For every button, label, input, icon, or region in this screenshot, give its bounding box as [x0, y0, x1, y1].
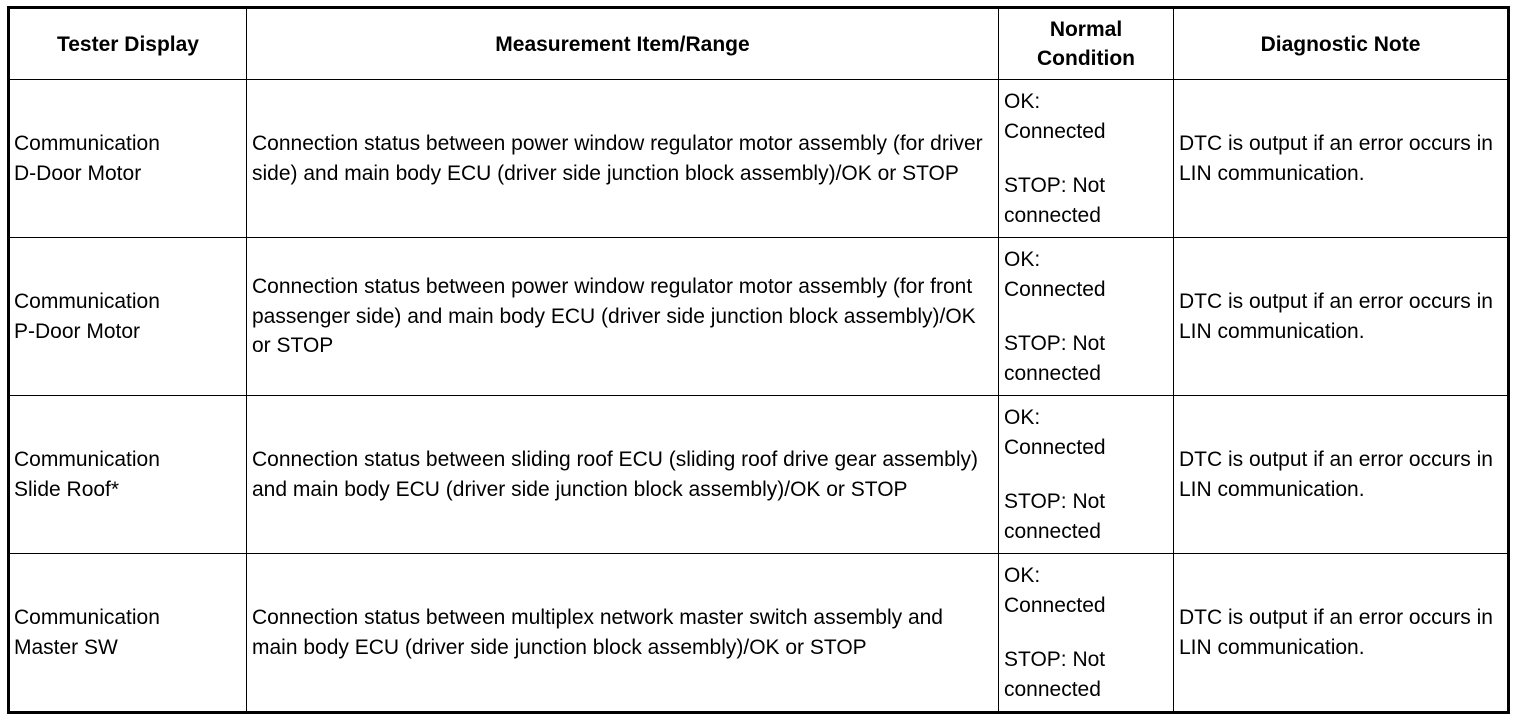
tester-display-line2: Master SW: [14, 635, 118, 659]
normal-ok-line1: OK:: [1004, 248, 1041, 271]
normal-stop-line2: connected: [1004, 361, 1101, 385]
table-row: [9, 80, 1509, 238]
tester-display-line2: P-Door Motor: [14, 319, 141, 343]
normal-stop-line1: STOP: Not: [1004, 648, 1106, 671]
normal-ok-line2: Connected: [1004, 435, 1106, 459]
diagnostic-note-cell: DTC is output if an error occurs in LIN communication.: [1174, 554, 1509, 713]
diagnostic-note-cell: DTC is output if an error occurs in LIN communication.: [1174, 238, 1509, 396]
tester-display-cell: [9, 238, 247, 396]
normal-ok-line1: OK:: [1004, 564, 1041, 587]
tester-display-line2: Slide Roof*: [14, 477, 120, 501]
tester-display-line1: Communication: [14, 290, 160, 313]
diagnostic-note-cell: DTC is output if an error occurs in LIN communication.: [1174, 80, 1509, 238]
normal-ok-line2: Connected: [1004, 277, 1106, 301]
table-row: [9, 554, 1509, 713]
tester-display-line1: Communication: [14, 132, 160, 155]
tester-display-line1: Communication: [14, 448, 160, 471]
normal-ok-line1: OK:: [1004, 406, 1041, 429]
normal-condition-cell: [999, 238, 1174, 396]
normal-stop-line2: connected: [1004, 519, 1101, 543]
normal-stop-line2: connected: [1004, 677, 1101, 701]
normal-ok-line2: Connected: [1004, 593, 1106, 617]
table-row: [9, 238, 1509, 396]
header-tester-display: Tester Display: [9, 8, 247, 80]
normal-stop-line2: connected: [1004, 203, 1101, 227]
normal-ok-line2: Connected: [1004, 119, 1106, 143]
header-normal-line2: Condition: [1037, 47, 1135, 70]
measurement-item-cell: Connection status between power window regulator motor assembly (for driver side) and main body ECU (driver side junction block assembly)/OK or STOP: [247, 80, 999, 238]
measurement-item-cell: Connection status between multiplex network master switch assembly and main body ECU (driver side junction block assembly)/OK or STOP: [247, 554, 999, 713]
header-diagnostic-note: Diagnostic Note: [1174, 8, 1509, 80]
data-list-table: [7, 6, 1510, 714]
tester-display-cell: [9, 396, 247, 554]
diagnostic-note-cell: DTC is output if an error occurs in LIN communication.: [1174, 396, 1509, 554]
normal-condition-cell: [999, 396, 1174, 554]
measurement-item-cell: Connection status between sliding roof ECU (sliding roof drive gear assembly) and main body ECU (driver side junction block assembly)/OK or STOP: [247, 396, 999, 554]
tester-display-cell: [9, 554, 247, 713]
header-normal-line1: Normal: [1049, 18, 1123, 41]
table-header-row: [9, 8, 1509, 80]
table-row: [9, 396, 1509, 554]
normal-ok-line1: OK:: [1004, 90, 1041, 113]
normal-stop-line1: STOP: Not: [1004, 490, 1106, 513]
tester-display-line1: Communication: [14, 606, 160, 629]
tester-display-line2: D-Door Motor: [14, 161, 142, 185]
normal-stop-line1: STOP: Not: [1004, 332, 1106, 355]
data-list-table-container: [7, 6, 1507, 708]
tester-display-cell: [9, 80, 247, 238]
normal-condition-cell: [999, 554, 1174, 713]
header-measurement-item: Measurement Item/Range: [247, 8, 999, 80]
normal-stop-line1: STOP: Not: [1004, 174, 1106, 197]
normal-condition-cell: [999, 80, 1174, 238]
measurement-item-cell: Connection status between power window regulator motor assembly (for front passenger side) and main body ECU (driver side junction block assembly)/OK or STOP: [247, 238, 999, 396]
header-normal-condition: [999, 8, 1174, 80]
